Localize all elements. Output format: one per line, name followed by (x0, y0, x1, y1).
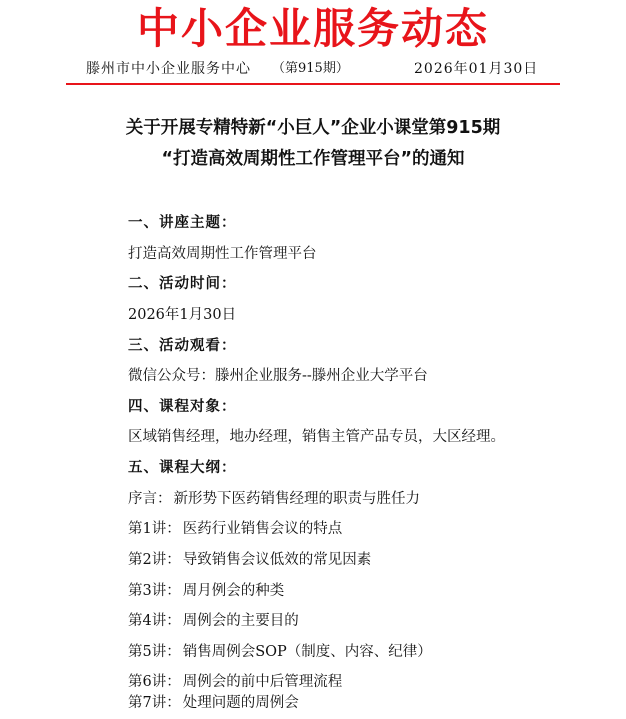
section-body-audience: 区域销售经理，地办经理，销售主管产品专员，大区经理。 (128, 429, 505, 445)
section-body-viewing: 微信公众号：滕州企业服务--滕州企业大学平台 (128, 368, 428, 384)
outline-item-text: 周例会的主要目的 (182, 613, 299, 629)
issue-date: 2026年01月30日 (414, 61, 539, 77)
outline-item-prefix: 第2讲： (128, 552, 181, 568)
outline-item (128, 610, 299, 632)
masthead-meta (86, 58, 556, 80)
section-heading-outline: 五、课程大纲： (128, 460, 237, 476)
outline-item-text: 处理问题的周例会 (182, 695, 299, 711)
section-heading-viewing: 三、活动观看： (128, 338, 237, 354)
section-heading-audience: 四、课程对象： (128, 399, 237, 415)
section-body-time: 2026年1月30日 (128, 307, 237, 323)
outline-item (128, 518, 342, 540)
issue-number: （第915期） (272, 61, 349, 76)
section-heading-topic: 一、讲座主题： (128, 215, 237, 231)
outline-item-prefix: 第5讲： (128, 644, 181, 660)
notice-title-line1: 关于开展专精特新“小巨人”企业小课堂第915期 (125, 118, 501, 138)
outline-item-prefix: 序言： (128, 491, 172, 507)
outline-item-prefix: 第3讲： (128, 583, 181, 599)
masthead-divider (66, 83, 560, 85)
outline-item-prefix: 第7讲： (128, 695, 181, 711)
outline-item (128, 641, 432, 663)
outline-item-text: 新形势下医药销售经理的职责与胜任力 (173, 491, 420, 507)
outline-item (128, 488, 420, 510)
notice-title-line2: “打造高效周期性工作管理平台”的通知 (161, 149, 465, 169)
masthead-title: 中小企业服务动态 (136, 4, 489, 53)
outline-item-text: 医药行业销售会议的特点 (182, 521, 343, 537)
outline-item-text: 周例会的前中后管理流程 (182, 674, 343, 690)
outline-item-prefix: 第4讲： (128, 613, 181, 629)
outline-item (128, 692, 299, 714)
issuer-name: 滕州市中小企业服务中心 (86, 61, 251, 77)
outline-item-text: 导致销售会议低效的常见因素 (182, 552, 372, 568)
outline-item (128, 580, 284, 602)
outline-item (128, 671, 342, 693)
outline-item (128, 549, 371, 571)
outline-item-text: 周月例会的种类 (182, 583, 285, 599)
outline-item-text: 销售周例会SOP（制度、内容、纪律） (182, 644, 432, 660)
outline-item-prefix: 第1讲： (128, 521, 181, 537)
section-body-topic: 打造高效周期性工作管理平台 (128, 246, 317, 262)
section-heading-time: 二、活动时间： (128, 276, 237, 292)
outline-item-prefix: 第6讲： (128, 674, 181, 690)
